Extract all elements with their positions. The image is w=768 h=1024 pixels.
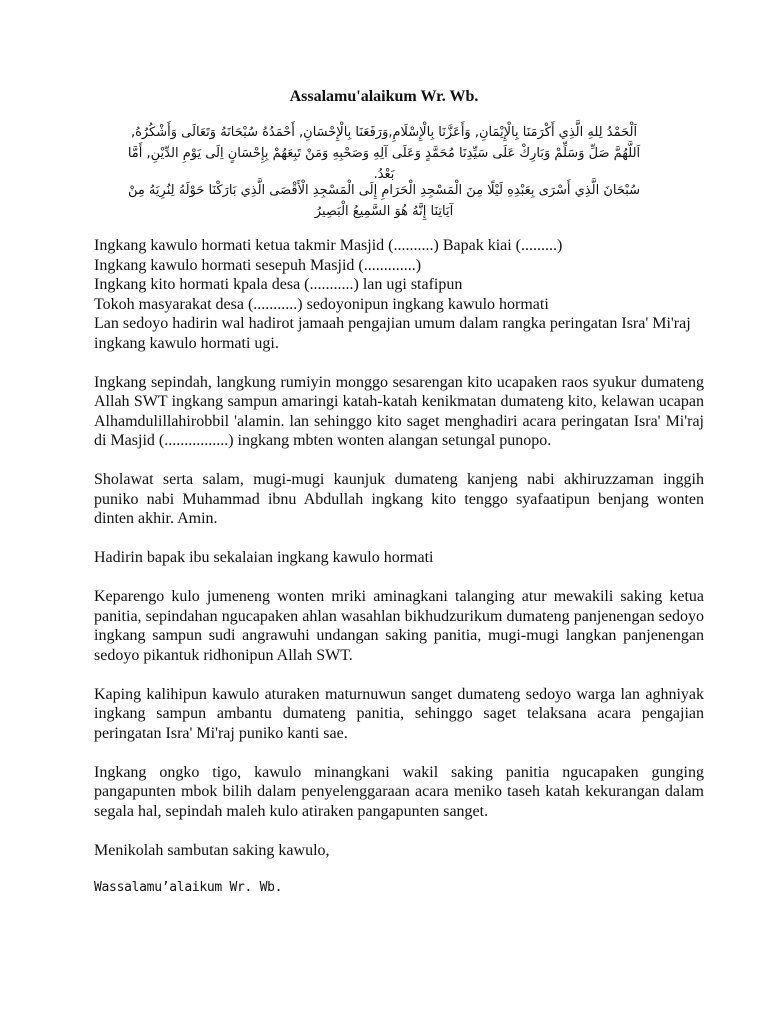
address-line: Ingkang kito hormati kpala desa (...........) lan ugi stafipun: [94, 276, 463, 293]
paragraph: Kaping kalihipun kawulo aturaken maturnuwun sanget dumateng sedoyo warga lan aghniyak ingkang sampun ambantu dumateng panitia, sehinggo saget telaksana acara pengajian peringatan Isra' Mi'raj puniko kanti sae.: [94, 685, 704, 742]
paragraph: Hadirin bapak ibu sekalaian ingkang kawulo hormati: [94, 549, 434, 566]
address-line: Ingkang kawulo hormati sesepuh Masjid (.............): [94, 256, 422, 274]
paragraph: Sholawat serta salam, mugi-mugi kaunjuk dumateng kanjeng nabi akhiruzzaman inggih puniko nabi Muhammad ibnu Abdullah ingkang kito tenggo syafaatipun benjang wonten dinten akhir. Amin.: [94, 471, 704, 527]
address-line: Tokoh masyarakat desa (...........) sedoyonipun ingkang kawulo hormati: [94, 295, 549, 313]
paragraph: Keparengo kulo jumeneng wonten mriki aminagkani talanging atur mewakili saking ketua panitia, sepindahan ngucapaken ahlan wasahlan bikhudzurikum dumateng panjenengan sedoyo ingkang sampun sudi angrawuhi undangan saking panitia, mugi-mugi langkan panjenengan sedoyo pikantuk ridhonipun Allah SWT.: [94, 588, 704, 664]
paragraph: Ingkang sepindah, langkung rumiyin monggo sesarengan kito ucapaken raos syukur dumateng Allah SWT ingkang sampun amaringi katah-katah kenikmatan dumateng kito, kelawan ucapan Alhamdulillahirobbil 'alamin. lan sehinggo kito saget menghadiri acara peringatan Isra' Mi'raj di Masjid (................) ingkang mbten wonten alangan setungal punopo.: [94, 373, 704, 449]
greeting-title: Assalamu'alaikum Wr. Wb.: [289, 88, 479, 105]
paragraph: Menikolah sambutan saking kawulo,: [94, 841, 330, 859]
arabic-quran-verse: سُبْحَانَ الَّذِي أَسْرَى بِعَبْدِهِ لَيْلًا مِنَ الْمَسْجِدِ الْحَرَامِ إِلَى الْمَسْجِدِ الْأَقْصَى الَّذِي بَارَكْنَا حَوْلَهُ لِنُرِيَهُ مِنْ آيَاتِنَا إِنَّهُ هُوَ السَّمِيعُ الْبَصِيرُ: [127, 183, 641, 219]
address-line: Ingkang kawulo hormati ketua takmir Masjid (..........) Bapak kiai (.........): [94, 237, 563, 254]
speech-body: [94, 236, 704, 860]
arabic-opening-prayer: اَلْحَمْدُ لِلهِ الَّذِي أَكْرَمَنَا بِالْإِيْمَانِ, وَأَعَزَّنَا بِالْإِسْلَامِ,وَرَفَعَنَا بِالْإِحْسَانِ, أَحْمَدُهُ سُبْحَانَهُ وَتَعَالَى وَأَشْكُرُهُ, اَللَّهُمَّ صَلِّ وَسَلِّمْ وَبَارِكْ عَلَى سَيِّدِنَا مُحَمَّدٍ وَعَلَى آلِهِ وَصَحْبِهِ وَمَنْ تَبِعَهُمْ بِإِحْسَانٍ اِلَى يَوْمِ الدِّيْنِ, أَمَّا بَعْدُ.: [127, 125, 641, 182]
paragraph: Ingkang ongko tigo, kawulo minangkani wakil saking panitia ngucapaken gunging pangapunten mbok bilih dalam penyelenggaraan acara meniko taseh katah kekurangan dalam segala hal, sepindah maleh kulo atiraken pangapunten sanget.: [94, 763, 704, 820]
closing-greeting: Wassalamu’alaikum Wr. Wb.: [94, 880, 283, 895]
address-line: Lan sedoyo hadirin wal hadirot jamaah pengajian umum dalam rangka peringatan Isra' Mi'raj ingkang kawulo hormati ugi.: [94, 315, 691, 352]
